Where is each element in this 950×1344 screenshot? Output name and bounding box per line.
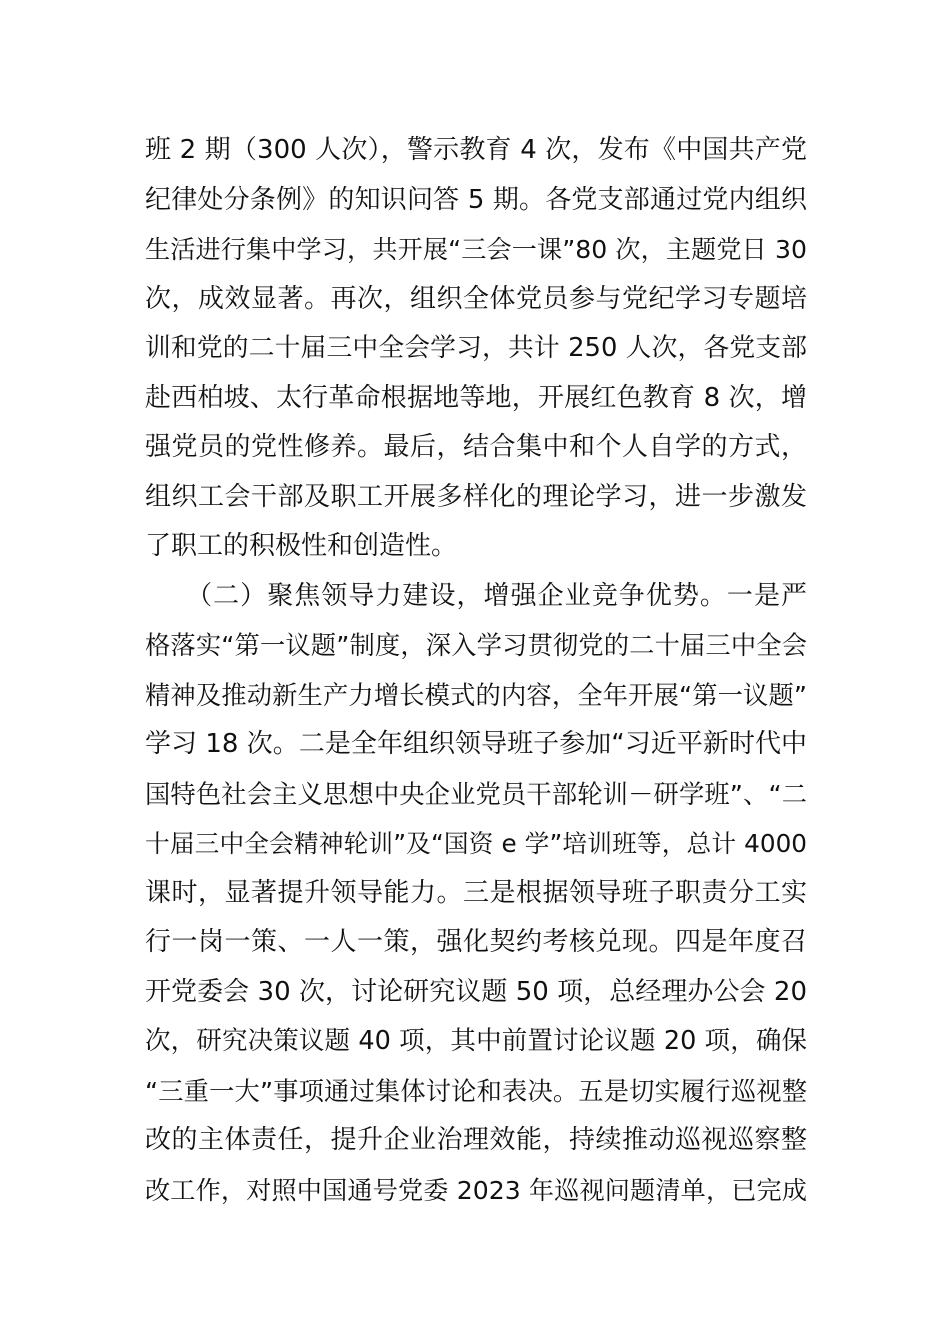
text-line: 组织工会干部及职工开展多样化的理论学习，进一步激发	[145, 481, 807, 512]
text-line: 生活进行集中学习，共开展“三会一课”80 次，主题党日 30	[145, 235, 807, 264]
text-line: 次，研究决策议题 40 项，其中前置讨论议题 20 项，确保	[145, 1026, 807, 1056]
text-line: 纪律处分条例》的知识问答 5 期。各党支部通过党内组织	[145, 184, 807, 215]
section-heading-line: （二）聚焦领导力建设，增强企业竞争优势。一是严	[145, 580, 807, 611]
text-line: 赴西柏坡、太行革命根据地等地，开展红色教育 8 次，增	[145, 382, 807, 413]
text-line: 改工作，对照中国通号党委 2023 年巡视问题清单，已完成	[145, 1175, 807, 1205]
text-line: 课时，显著提升领导能力。三是根据领导班子职责分工实	[145, 877, 807, 908]
text-line: 改的主体责任，提升企业治理效能，持续推动巡视巡察整	[145, 1125, 807, 1155]
text-line: 强党员的党性修养。最后，结合集中和个人自学的方式，	[145, 432, 807, 462]
text-line: 行一岗一策、一人一策，强化契约考核兑现。四是年度召	[145, 927, 807, 957]
text-line: 精神及推动新生产力增长模式的内容，全年开展“第一议题”	[145, 680, 807, 710]
text-line: “三重一大”事项通过集体讨论和表决。五是切实履行巡视整	[145, 1076, 807, 1106]
text-line: 格落实“第一议题”制度，深入学习贯彻党的二十届三中全会	[145, 631, 807, 660]
text-line: 班 2 期（300 人次），警示教育 4 次，发布《中国共产党	[145, 135, 807, 165]
text-line: 次，成效显著。再次，组织全体党员参与党纪学习专题培	[145, 283, 807, 314]
document-body-text	[145, 126, 807, 1215]
text-line: 开党委会 30 次，讨论研究议题 50 项，总经理办公会 20	[145, 976, 807, 1007]
text-line: 学习 18 次。二是全年组织领导班子参加“习近平新时代中	[145, 729, 807, 759]
text-line: 十届三中全会精神轮训”及“国资 e 学”培训班等，总计 4000	[145, 829, 807, 858]
text-line: 训和党的二十届三中全会学习，共计 250 人次，各党支部	[145, 333, 807, 363]
paragraph-end-line: 了职工的积极性和创造性。	[145, 531, 458, 561]
text-line: 国特色社会主义思想中央企业党员干部轮训－研学班”、“二	[145, 779, 807, 809]
